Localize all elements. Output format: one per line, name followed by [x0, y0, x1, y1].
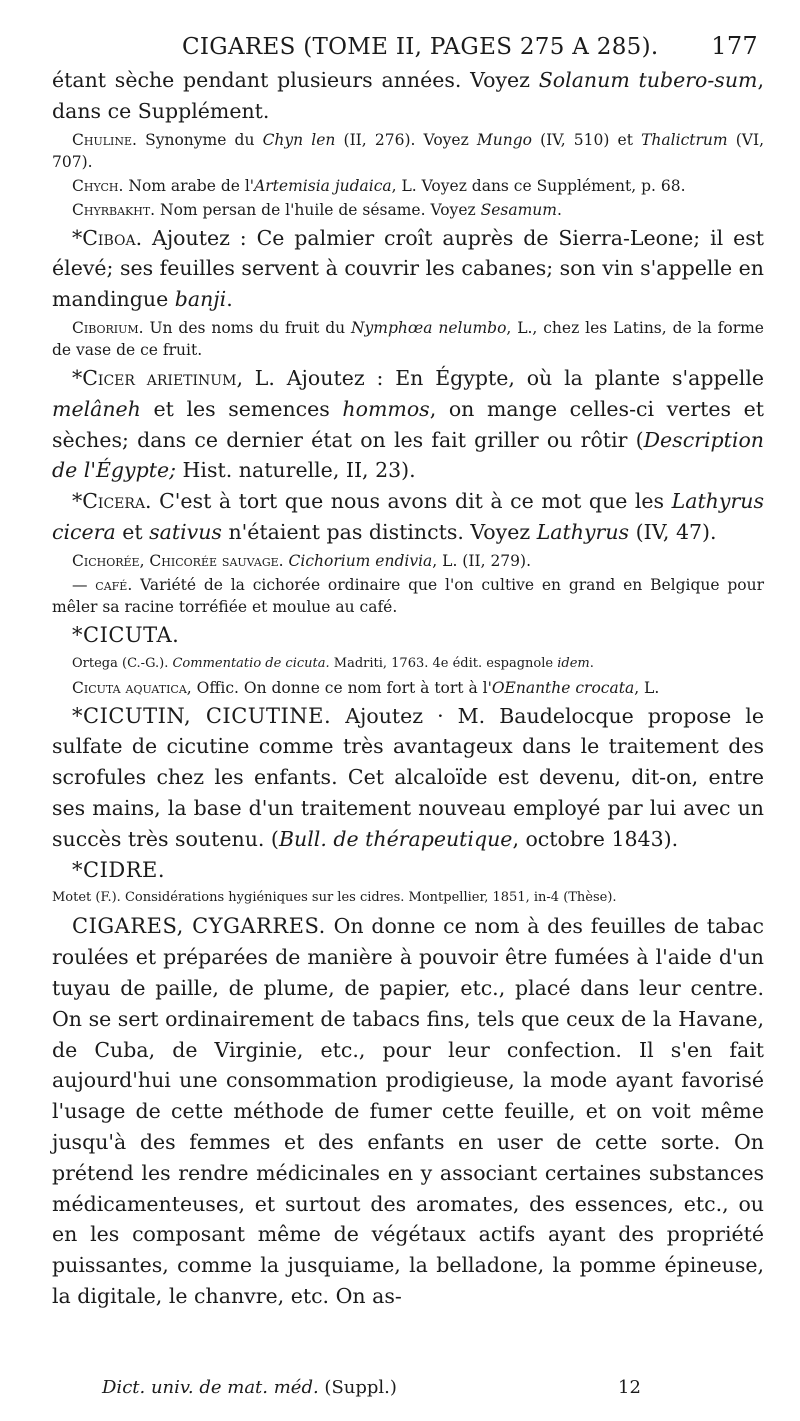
entry-cicutin: *CICUTIN, CICUTINE. Ajoutez · M. Baudelocque propose le sulfate de cicutine comme très avantageux dans le traitement des scrofules chez les enfants. Cet alcaloïde est devenu, dit-on, entre ses mains, la base d'un traitement nouveau employé par lui avec un succès très soutenu. (Bull. de thérapeutique, octobre 1843).	[52, 703, 764, 851]
entry-cafe: — café. Variété de la cichorée ordinaire que l'on cultive en grand en Belgique pour mêler sa racine torréfiée et moulue au café.	[52, 575, 764, 616]
entry-chych: Chych. Nom arabe de l'Artemisia judaica, L. Voyez dans ce Supplément, p. 68.	[72, 176, 686, 195]
document-page	[52, 32, 764, 1412]
entry-continuation: étant sèche pendant plusieurs années. Voyez Solanum tubero-sum, dans ce Supplément.	[52, 68, 764, 123]
footer-dictionary-title: Dict. univ. de mat. méd. (Suppl.)	[102, 1377, 397, 1398]
reference-ortega: Ortega (C.-G.). Commentatio de cicuta. Madriti, 1763. 4e édit. espagnole idem.	[72, 655, 594, 671]
page-header	[52, 32, 764, 61]
entry-chuline: Chuline. Synonyme du Chyn len (II, 276). Voyez Mungo (IV, 510) et Thalictrum (VI, 707).	[52, 130, 764, 171]
entry-cicuta-aquatica: Cicuta aquatica, Offic. On donne ce nom fort à tort à l'OEnanthe crocata, L.	[72, 678, 660, 697]
entry-cigares: CIGARES, CYGARRES. On donne ce nom à des feuilles de tabac roulées et préparées de manière à pouvoir être fumées à l'aide d'un tuyau de paille, de plume, de papier, etc., placé dans leur centre. On se sert ordinairement de tabacs fins, tels que ceux de la Havane, de Cuba, de Virginie, etc., pour leur confection. Il s'en fait aujourd'hui une consommation prodigieuse, la mode ayant favorisé l'usage de cette méthode de fumer cette feuille, et on voit même jusqu'à des femmes et des enfants en user de cette sorte. On prétend les rendre médicinales en y associant certaines substances médicamenteuses, et surtout des aromates, des essences, etc., ou en les composant même de végétaux actifs ayant des propriété puissantes, comme la jusquiame, la belladone, la pomme épineuse, la digitale, le chanvre, etc. On as-	[52, 914, 764, 1308]
entry-ciboa: *Ciboa. Ajoutez : Ce palmier croît auprès de Sierra-Leone; il est élevé; ses feuilles servent à couvrir les cabanes; son vin s'appelle en mandingue banji.	[52, 225, 764, 312]
footer-signature-mark: 12	[618, 1377, 641, 1398]
entry-cicuta: *CICUTA.	[72, 622, 180, 647]
entry-cicera: *Cicera. C'est à tort que nous avons dit à ce mot que les Lathyrus cicera et sativus n'étaient pas distincts. Voyez Lathyrus (IV, 47).	[52, 489, 764, 544]
entry-ciborium: Ciborium. Un des noms du fruit du Nymphœa nelumbo, L., chez les Latins, de la forme de vase de ce fruit.	[52, 318, 764, 359]
running-title: CIGARES (TOME II, PAGES 275 A 285).	[182, 34, 659, 60]
entry-cidre: *CIDRE.	[72, 857, 166, 882]
page-footer	[52, 1376, 764, 1400]
entry-cichoree: Cichorée, Chicorée sauvage. Cichorium endivia, L. (II, 279).	[72, 551, 532, 570]
entry-chyrbakht: Chyrbakht. Nom persan de l'huile de sésame. Voyez Sesamum.	[72, 200, 562, 219]
entry-cicer-arietinum: *Cicer arietinum, L. Ajoutez : En Égypte, où la plante s'appelle melâneh et les semences hommos, on mange celles-ci vertes et sèches; dans ce dernier état on les fait griller ou rôtir (Description de l'Égypte; Hist. naturelle, II, 23).	[52, 365, 765, 483]
page-number: 177	[711, 32, 758, 60]
reference-motet: Motet (F.). Considérations hygiéniques sur les cidres. Montpellier, 1851, in-4 (Thèse).	[52, 890, 617, 906]
